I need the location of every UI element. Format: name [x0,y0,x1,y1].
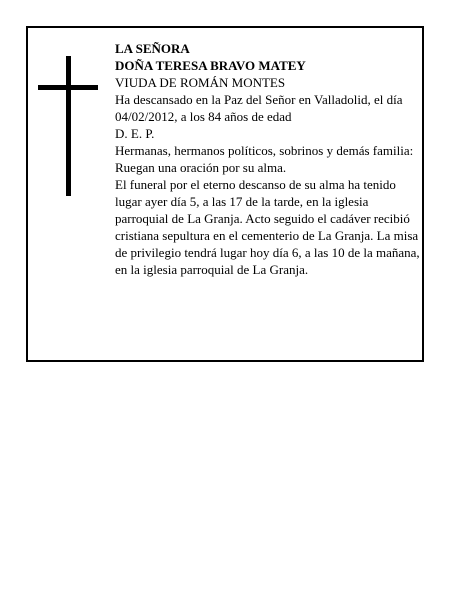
subtitle-line: VIUDA DE ROMÁN MONTES [115,75,286,90]
cross-icon [66,56,71,196]
funeral-details: El funeral por el eterno descanso de su alma ha tenido lugar ayer día 5, a las 17 de la tarde, en la iglesia parroquial de La Granja. Acto seguido el cadáver recibió cristiana sepultura en el cementerio de La Granja. La misa de privilegio tendrá lugar hoy día 6, a las 10 de la mañana, en la iglesia parroquial de La Granja. [115,177,420,277]
dep-line: D. E. P. [115,126,155,141]
cross-icon-bar [38,85,98,90]
title-line-1: LA SEÑORA [115,41,190,56]
obituary-notice [26,26,424,362]
death-info: Ha descansado en la Paz del Señor en Valladolid, el día 04/02/2012, a los 84 años de edad [115,92,403,124]
title-line-2: DOÑA TERESA BRAVO MATEY [115,58,306,73]
obituary-text [115,40,420,278]
prayer-request: Ruegan una oración por su alma. [115,160,287,175]
family-line: Hermanas, hermanos políticos, sobrinos y demás familia: [115,143,414,158]
